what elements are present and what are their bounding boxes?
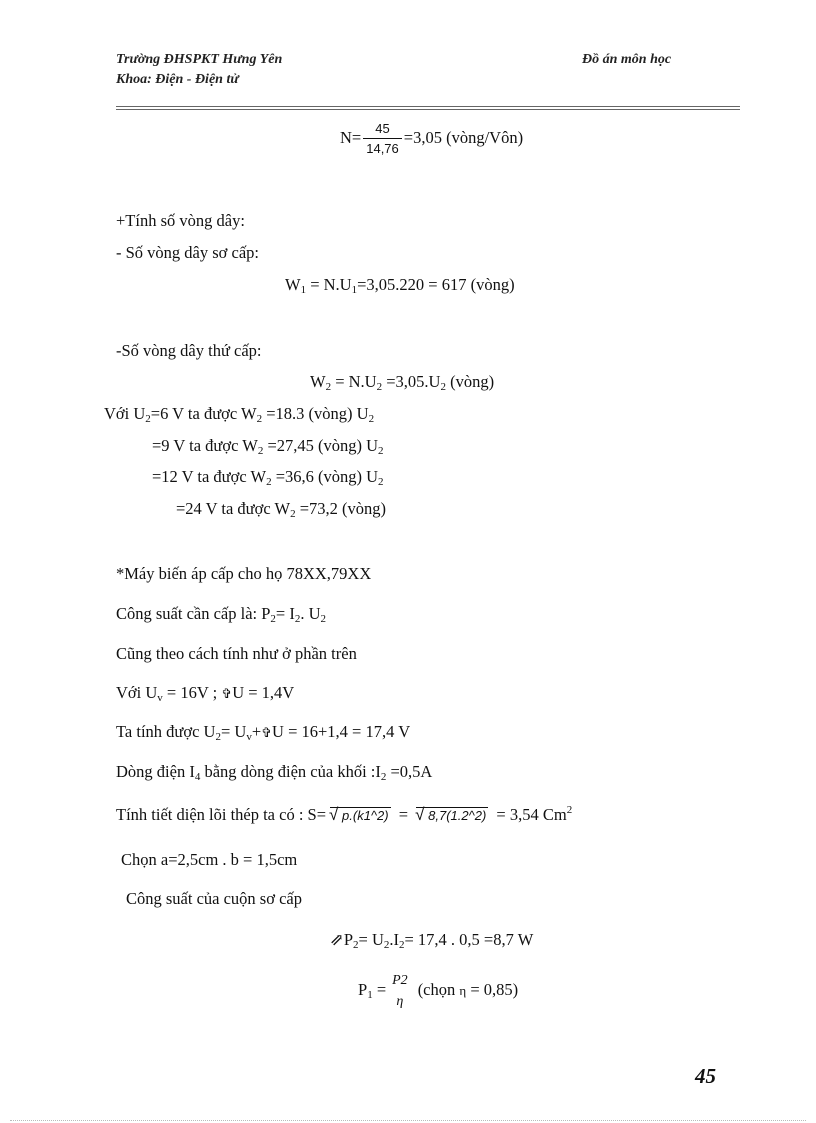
equation-w2: $W_2 = N.U_2 =3,05.U_2$ (vòng) [310,372,495,393]
choose-ab-line: Chọn a=2,5cm . b = 1,5cm [121,850,298,869]
equation-n: N= $\frac{45}{14,76}$ =3,05 (vòng/Vôn) [340,121,524,157]
heading-turns: +Tính số vòng dây: [116,211,245,230]
heading-transformer: *Máy biến áp cấp cho họ 78XX,79XX [116,564,372,583]
equation-p1: $P_1$ = P2 η (chọn η = 0,85) [358,970,518,1012]
header-rule-top [116,106,740,107]
page-number: 45 [695,1064,716,1088]
row-24v: =24 V ta được $W_2 =73,2$ (vòng) [176,499,386,520]
power-required-line: Công suất cần cấp là: $P_2= I_2$. $U_2$ [116,604,327,625]
sqrt-formula: √ p.(k1^2) [330,807,391,824]
current-line: Dòng điện $I_4$ bằng dòng điện của khối $:I_2 =0,5A$ [116,762,433,783]
calc-u2-line: Ta tính được $U_2=$ $U_v+✞U = 16+1,4 = 17,4$ V [116,722,411,743]
header-school: Trường ĐHSPKT Hưng Yên [116,52,283,67]
page-bottom-border [10,1120,806,1121]
equation-w1: $W_1 = N.U_1=3,05.220 = 617$ (vòng) [285,275,515,296]
header-doc-type: Đồ án môn học [582,52,672,67]
arrow-icon: ⇗ [330,930,344,949]
row-6v: Với $U_2=6$ V ta được $W_2 =18.3$ (vòng) $U_2$ [104,404,375,425]
fraction-p1: P2 η [392,973,408,1009]
header-faculty: Khoa: Điện - Điện tử [116,72,239,87]
delta-symbol-icon: ✞ [261,725,273,740]
row-9v: =9 V ta được $W_2 =27,45$ (vòng) $U_2$ [152,436,384,457]
secondary-turns-label: -Số vòng dây thứ cấp: [116,341,262,360]
row-12v: =12 V ta được $W_2 =36,6$ (vòng) $U_2$ [152,467,384,488]
header-rule-bottom [116,109,740,110]
core-area-line: Tính tiết diện lõi thép ta có : S=√ p.(k1^2) = √ 8,7(1.2^2) = 3,54 Cm$^2$ [116,806,572,824]
delta-symbol-icon: ✞ [221,686,233,701]
with-uv-line: Với $U_v = 16V$ ; ✞U = 1,4V [116,683,295,704]
primary-power-label: Công suất của cuộn sơ cấp [126,889,302,908]
sqrt-value: √ 8,7(1.2^2) [416,807,488,824]
equation-p2: $⇗P_2= U_2.I_2= 17,4$ . 0,5 =8,7 W [330,930,534,951]
fraction-n: $\frac{45}{14,76}$ [363,122,402,157]
same-calc-line: Cũng theo cách tính như ở phần trên [116,644,357,663]
primary-turns-label: - Số vòng dây sơ cấp: [116,243,259,262]
